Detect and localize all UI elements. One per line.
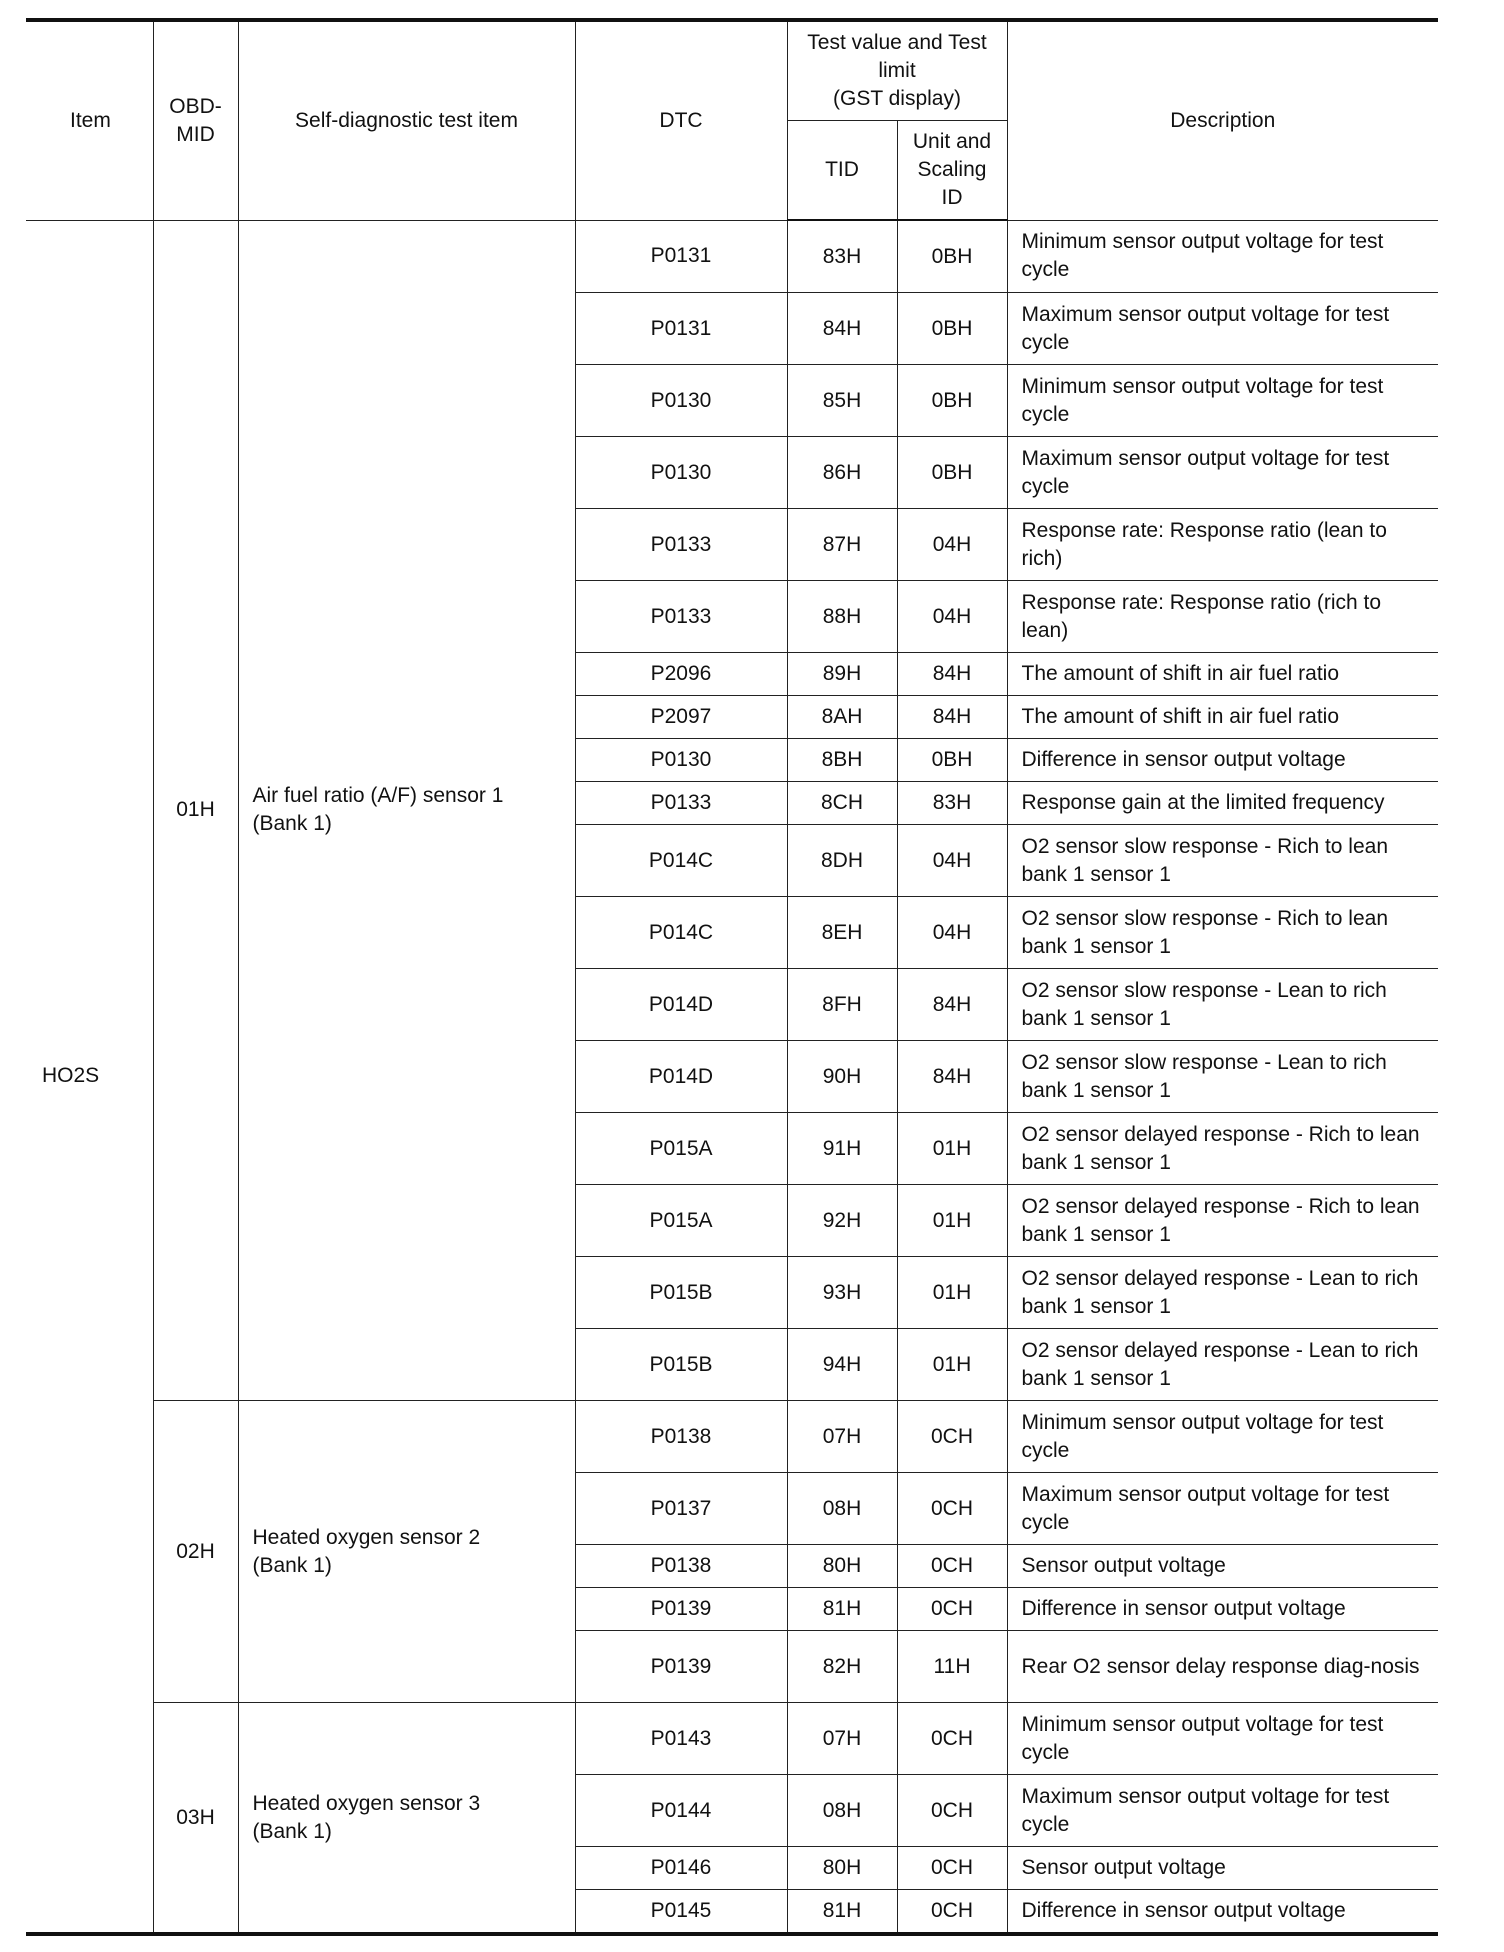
obdmid-cell: 03H <box>153 1703 238 1935</box>
dtc-cell: P015B <box>575 1257 787 1329</box>
tid-cell: 8FH <box>787 969 897 1041</box>
description-cell: Minimum sensor output voltage for test cycle <box>1007 220 1438 293</box>
unit-cell: 04H <box>897 581 1007 653</box>
unit-cell: 11H <box>897 1631 1007 1703</box>
unit-cell: 0BH <box>897 739 1007 782</box>
unit-cell: 04H <box>897 509 1007 581</box>
obd-test-table <box>26 18 1438 1936</box>
dtc-cell: P0146 <box>575 1847 787 1890</box>
header-test-value: Test value and Test limit (GST display) <box>787 20 1007 120</box>
tid-cell: 84H <box>787 293 897 365</box>
description-cell: Response rate: Response ratio (rich to lean) <box>1007 581 1438 653</box>
dtc-cell: P0131 <box>575 220 787 293</box>
description-cell: Minimum sensor output voltage for test cycle <box>1007 365 1438 437</box>
dtc-cell: P014C <box>575 897 787 969</box>
item-cell: HO2S <box>26 220 153 1934</box>
unit-cell: 0CH <box>897 1473 1007 1545</box>
tid-cell: 81H <box>787 1890 897 1935</box>
unit-cell: 0BH <box>897 220 1007 293</box>
description-cell: The amount of shift in air fuel ratio <box>1007 696 1438 739</box>
description-cell: Rear O2 sensor delay response diag-nosis <box>1007 1631 1438 1703</box>
description-cell: Difference in sensor output voltage <box>1007 1588 1438 1631</box>
tid-cell: 08H <box>787 1473 897 1545</box>
table-body <box>26 220 1438 1934</box>
table-row <box>26 1401 1438 1473</box>
header-obdmid: OBD- MID <box>153 20 238 220</box>
description-cell: O2 sensor slow response - Lean to rich bank 1 sensor 1 <box>1007 1041 1438 1113</box>
description-cell: Difference in sensor output voltage <box>1007 1890 1438 1935</box>
dtc-cell: P0133 <box>575 509 787 581</box>
description-cell: O2 sensor delayed response - Lean to rich bank 1 sensor 1 <box>1007 1257 1438 1329</box>
unit-cell: 01H <box>897 1257 1007 1329</box>
description-cell: Maximum sensor output voltage for test cycle <box>1007 1473 1438 1545</box>
unit-cell: 0BH <box>897 437 1007 509</box>
description-cell: Response gain at the limited frequency <box>1007 782 1438 825</box>
unit-cell: 0CH <box>897 1775 1007 1847</box>
tid-cell: 86H <box>787 437 897 509</box>
dtc-cell: P014D <box>575 1041 787 1113</box>
tid-cell: 90H <box>787 1041 897 1113</box>
unit-cell: 0CH <box>897 1890 1007 1935</box>
unit-cell: 0CH <box>897 1545 1007 1588</box>
unit-cell: 04H <box>897 897 1007 969</box>
unit-cell: 0BH <box>897 365 1007 437</box>
tid-cell: 81H <box>787 1588 897 1631</box>
tid-cell: 94H <box>787 1329 897 1401</box>
tid-cell: 07H <box>787 1401 897 1473</box>
obdmid-cell: 02H <box>153 1401 238 1703</box>
dtc-cell: P0138 <box>575 1545 787 1588</box>
dtc-cell: P0143 <box>575 1703 787 1775</box>
obdmid-cell: 01H <box>153 220 238 1401</box>
tid-cell: 80H <box>787 1847 897 1890</box>
tid-cell: 93H <box>787 1257 897 1329</box>
tid-cell: 07H <box>787 1703 897 1775</box>
tid-cell: 83H <box>787 220 897 293</box>
test-item-cell: Heated oxygen sensor 2 (Bank 1) <box>238 1401 575 1703</box>
tid-cell: 85H <box>787 365 897 437</box>
unit-cell: 0CH <box>897 1588 1007 1631</box>
description-cell: O2 sensor delayed response - Lean to rich bank 1 sensor 1 <box>1007 1329 1438 1401</box>
unit-cell: 83H <box>897 782 1007 825</box>
dtc-cell: P014C <box>575 825 787 897</box>
dtc-cell: P015B <box>575 1329 787 1401</box>
header-dtc: DTC <box>575 20 787 220</box>
description-cell: Sensor output voltage <box>1007 1545 1438 1588</box>
dtc-cell: P2096 <box>575 653 787 696</box>
description-cell: Minimum sensor output voltage for test cycle <box>1007 1703 1438 1775</box>
unit-cell: 84H <box>897 1041 1007 1113</box>
header-item: Item <box>26 20 153 220</box>
dtc-cell: P015A <box>575 1185 787 1257</box>
dtc-cell: P2097 <box>575 696 787 739</box>
tid-cell: 80H <box>787 1545 897 1588</box>
table-row <box>26 1703 1438 1775</box>
description-cell: Maximum sensor output voltage for test cycle <box>1007 1775 1438 1847</box>
dtc-cell: P0137 <box>575 1473 787 1545</box>
tid-cell: 89H <box>787 653 897 696</box>
tid-cell: 82H <box>787 1631 897 1703</box>
unit-cell: 01H <box>897 1329 1007 1401</box>
tid-cell: 8DH <box>787 825 897 897</box>
tid-cell: 8BH <box>787 739 897 782</box>
unit-cell: 04H <box>897 825 1007 897</box>
unit-cell: 01H <box>897 1113 1007 1185</box>
description-cell: The amount of shift in air fuel ratio <box>1007 653 1438 696</box>
description-cell: Maximum sensor output voltage for test cycle <box>1007 293 1438 365</box>
dtc-cell: P015A <box>575 1113 787 1185</box>
tid-cell: 87H <box>787 509 897 581</box>
description-cell: O2 sensor slow response - Rich to lean bank 1 sensor 1 <box>1007 897 1438 969</box>
dtc-cell: P0138 <box>575 1401 787 1473</box>
tid-cell: 8CH <box>787 782 897 825</box>
unit-cell: 84H <box>897 696 1007 739</box>
dtc-cell: P0144 <box>575 1775 787 1847</box>
tid-cell: 8EH <box>787 897 897 969</box>
unit-cell: 01H <box>897 1185 1007 1257</box>
description-cell: Sensor output voltage <box>1007 1847 1438 1890</box>
header-tid: TID <box>787 120 897 220</box>
unit-cell: 84H <box>897 653 1007 696</box>
tid-cell: 88H <box>787 581 897 653</box>
dtc-cell: P0130 <box>575 437 787 509</box>
unit-cell: 0CH <box>897 1703 1007 1775</box>
description-cell: O2 sensor slow response - Rich to lean bank 1 sensor 1 <box>1007 825 1438 897</box>
dtc-cell: P0130 <box>575 739 787 782</box>
dtc-cell: P0139 <box>575 1631 787 1703</box>
dtc-cell: P014D <box>575 969 787 1041</box>
unit-cell: 84H <box>897 969 1007 1041</box>
description-cell: O2 sensor slow response - Lean to rich bank 1 sensor 1 <box>1007 969 1438 1041</box>
description-cell: O2 sensor delayed response - Rich to lean bank 1 sensor 1 <box>1007 1113 1438 1185</box>
description-cell: Maximum sensor output voltage for test cycle <box>1007 437 1438 509</box>
header-description: Description <box>1007 20 1438 220</box>
dtc-cell: P0130 <box>575 365 787 437</box>
tid-cell: 92H <box>787 1185 897 1257</box>
tid-cell: 91H <box>787 1113 897 1185</box>
description-cell: O2 sensor delayed response - Rich to lean bank 1 sensor 1 <box>1007 1185 1438 1257</box>
description-cell: Difference in sensor output voltage <box>1007 739 1438 782</box>
dtc-cell: P0139 <box>575 1588 787 1631</box>
unit-cell: 0CH <box>897 1847 1007 1890</box>
tid-cell: 08H <box>787 1775 897 1847</box>
unit-cell: 0BH <box>897 293 1007 365</box>
test-item-cell: Heated oxygen sensor 3 (Bank 1) <box>238 1703 575 1935</box>
table-row <box>26 220 1438 293</box>
header-test-item: Self-diagnostic test item <box>238 20 575 220</box>
dtc-cell: P0133 <box>575 782 787 825</box>
description-cell: Minimum sensor output voltage for test cycle <box>1007 1401 1438 1473</box>
description-cell: Response rate: Response ratio (lean to rich) <box>1007 509 1438 581</box>
header-unit: Unit and Scaling ID <box>897 120 1007 220</box>
test-item-cell: Air fuel ratio (A/F) sensor 1 (Bank 1) <box>238 220 575 1401</box>
dtc-cell: P0133 <box>575 581 787 653</box>
dtc-cell: P0145 <box>575 1890 787 1935</box>
dtc-cell: P0131 <box>575 293 787 365</box>
unit-cell: 0CH <box>897 1401 1007 1473</box>
tid-cell: 8AH <box>787 696 897 739</box>
